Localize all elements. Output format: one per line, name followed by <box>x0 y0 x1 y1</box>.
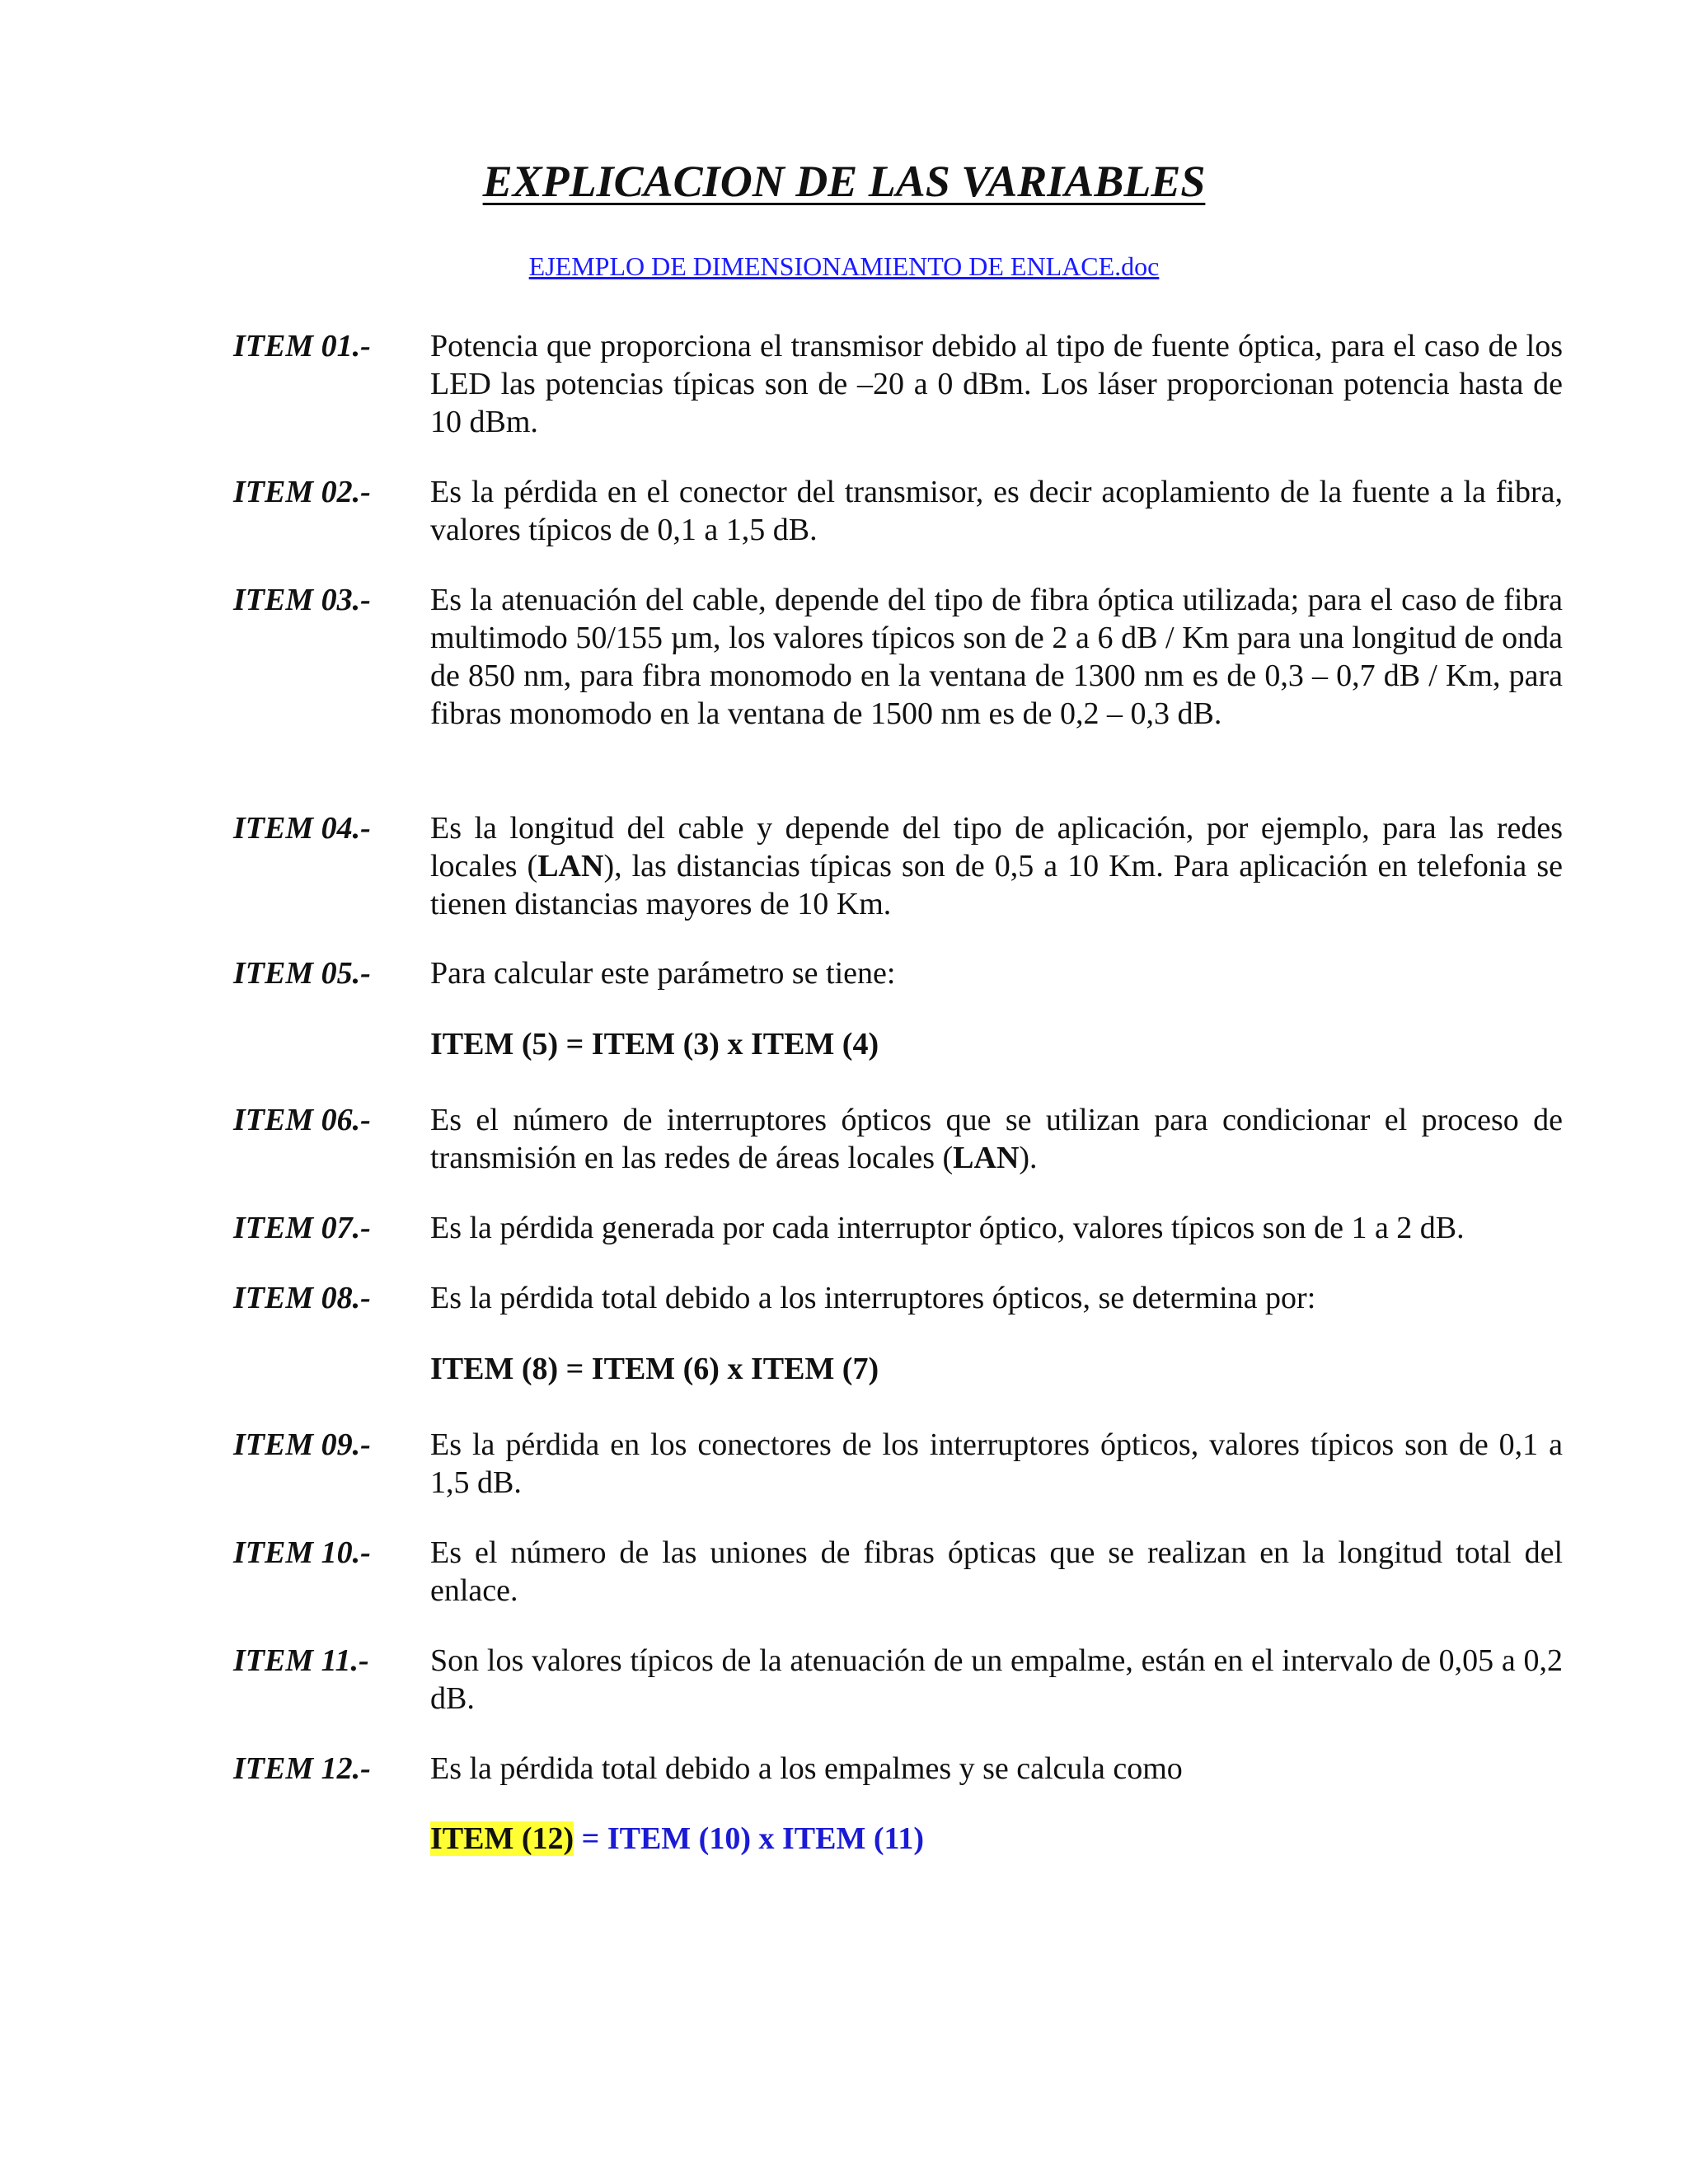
item-label: ITEM 07.- <box>233 1211 371 1245</box>
item-description: Es la atenuación del cable, depende del tipo de fibra óptica utilizada; para el caso de fibra multimodo 50/155 µm, los valores típicos son de 2 a 6 dB / Km para una longitud de onda de 850 nm, para fibra monomodo en la ventana de 1300 nm es de 0,3 – 0,7 dB / Km, para fibras monomodo en la ventana de 1500 nm es de 0,2 – 0,3 dB. <box>430 583 1563 731</box>
item-label: ITEM 05.- <box>233 956 371 991</box>
item-label: ITEM 09.- <box>233 1427 371 1462</box>
item-text-bold: LAN <box>953 1141 1020 1175</box>
item-label: ITEM 12.- <box>233 1751 371 1786</box>
item-description: Es la pérdida en el conector del transmisor, es decir acoplamiento de la fuente a la fibra, valores típicos de 0,1 a 1,5 dB. <box>430 475 1563 547</box>
item-label: ITEM 03.- <box>233 583 371 617</box>
formula-item-8: ITEM (8) = ITEM (6) x ITEM (7) <box>430 1352 879 1386</box>
item-label: ITEM 08.- <box>233 1281 371 1315</box>
item-text-part: ), las distancias típicas son de 0,5 a 10 Km. Para aplicación en telefonia se tienen distancias mayores de 10 Km. <box>430 849 1563 921</box>
item-description: Potencia que proporciona el transmisor debido al tipo de fuente óptica, para el caso de los LED las potencias típicas son de –20 a 0 dBm. Los láser proporcionan potencia hasta de 10 dBm. <box>430 329 1563 439</box>
item-description: Es la pérdida generada por cada interruptor óptico, valores típicos son de 1 a 2 dB. <box>430 1211 1465 1245</box>
formula-item-5: ITEM (5) = ITEM (3) x ITEM (4) <box>430 1027 879 1062</box>
item-text-part: Es el número de interruptores ópticos que se utilizan para condicionar el proceso de transmisión en las redes de áreas locales ( <box>430 1103 1563 1175</box>
highlighted-formula-term: ITEM (12) <box>430 1821 574 1856</box>
item-label: ITEM 04.- <box>233 811 371 846</box>
item-label: ITEM 01.- <box>233 329 371 363</box>
item-label: ITEM 11.- <box>233 1643 369 1678</box>
item-label: ITEM 02.- <box>233 475 371 509</box>
item-label: ITEM 10.- <box>233 1535 371 1570</box>
item-description: Es la pérdida total debido a los empalmes y se calcula como <box>430 1751 1183 1786</box>
item-text-bold: LAN <box>537 849 604 883</box>
formula-expression: ITEM (10) x ITEM (11) <box>607 1821 925 1856</box>
item-description: Es la pérdida total debido a los interruptores ópticos, se determina por: <box>430 1281 1316 1315</box>
item-description <box>430 809 1563 923</box>
item-description <box>430 1101 1563 1177</box>
formula-item-12 <box>430 1820 924 1858</box>
document-link[interactable]: EJEMPLO DE DIMENSIONAMIENTO DE ENLACE.doc <box>528 251 1160 281</box>
item-description: Es el número de las uniones de fibras ópticas que se realizan en la longitud total del enlace. <box>430 1535 1563 1608</box>
item-description: Para calcular este parámetro se tiene: <box>430 956 896 991</box>
item-text-part: ). <box>1019 1141 1038 1175</box>
item-text-part: Es la longitud del cable y depende del tipo de aplicación, por ejemplo, para las redes locales ( <box>430 811 1563 883</box>
item-description: Es la pérdida en los conectores de los interruptores ópticos, valores típicos son de 0,1 a 1,5 dB. <box>430 1427 1563 1500</box>
item-label: ITEM 06.- <box>233 1103 371 1137</box>
item-description: Son los valores típicos de la atenuación de un empalme, están en el intervalo de 0,05 a 0,2 dB. <box>430 1643 1563 1716</box>
formula-equals: = <box>574 1821 607 1856</box>
page-title: EXPLICACION DE LAS VARIABLES <box>482 157 1206 206</box>
